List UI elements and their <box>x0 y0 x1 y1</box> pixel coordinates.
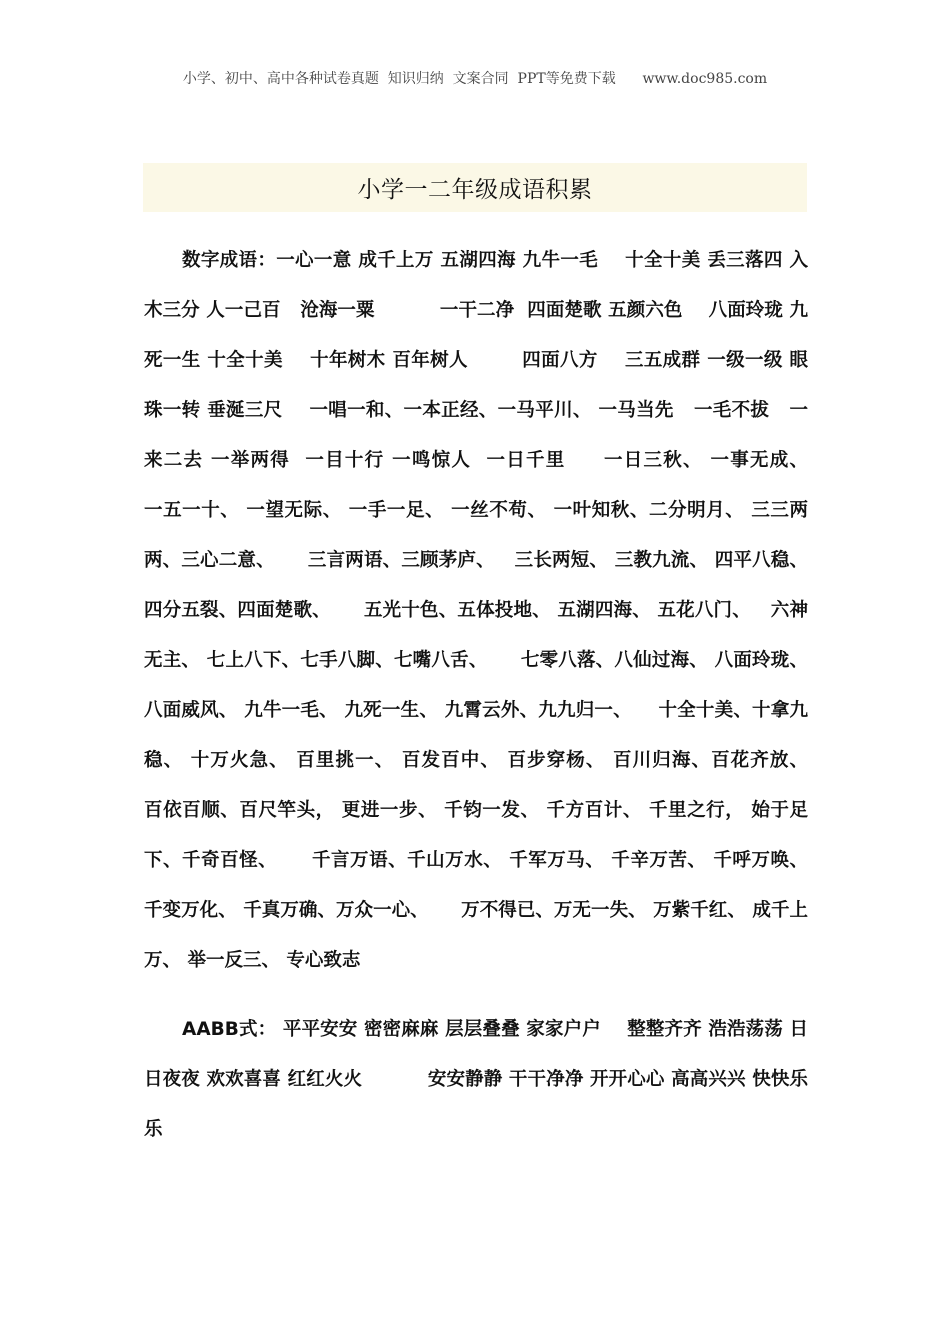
aabb-idioms-paragraph: AABB式： 平平安安 密密麻麻 层层叠叠 家家户户 整整齐齐 浩浩荡荡 日日夜夜 欢欢喜喜 红红火火 安安静静 干干净净 开开心心 高高兴兴 快快乐乐 <box>144 1019 808 1140</box>
title-banner <box>143 163 807 212</box>
document-title: 小学一二年级成语积累 <box>357 177 593 203</box>
page-header: 小学、初中、高中各种试卷真题 知识归纳 文案合同 PPT等免费下载 www.doc985.com <box>182 71 768 87</box>
number-idioms-paragraph: 数字成语：一心一意 成千上万 五湖四海 九牛一毛 十全十美 丢三落四 入木三分 人一己百 沧海一粟 一干二净 四面楚歌 五颜六色 八面玲珑 九死一生 十全十美 十年树木 百年树人 四面八方 三五成群 一级一级 眼珠一转 垂涎三尺 一唱一和、一本正经、一马平川、 一马当先 一毛不拔 一来二去 一举两得 一目十行 一鸣惊人 一日千里 一日三秋、 一事无成、 一五一十、 一望无际、 一手一足、 一丝不苟、 一叶知秋、二分明月、 三三两两、三心二意、 三言两语、三顾茅庐、 三长两短、 三教九流、 四平八稳、 四分五裂、四面楚歌、 五光十色、五体投地、 五湖四海、 五花八门、 六神无主、 七上八下、七手八脚、七嘴八舌、 七零八落、八仙过海、 八面玲珑、 八面威风、 九牛一毛、 九死一生、 九霄云外、九九归一、 十全十美、十拿九稳、 十万火急、 百里挑一、 百发百中、 百步穿杨、 百川归海、百花齐放、 百依百顺、百尺竿头， 更进一步、 千钧一发、 千方百计、 千里之行， 始于足下、千奇百怪、 千言万语、千山万水、 千军万马、 千辛万苦、 千呼万唤、 千变万化、 千真万确、万众一心、 万不得已、万无一失、 万紫千红、 成千上万、 举一反三、 专心致志 <box>144 250 841 971</box>
